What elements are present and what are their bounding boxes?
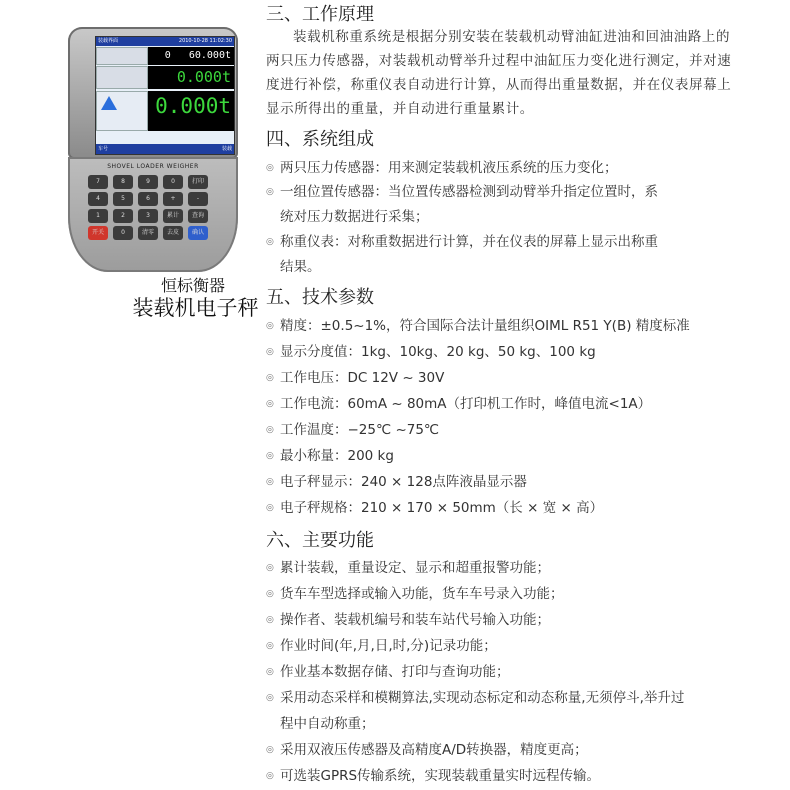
list-item: [266, 581, 684, 607]
key: 2: [113, 209, 133, 223]
list-item: [266, 763, 684, 789]
list-item: [266, 391, 690, 417]
bullet-icon: ◎: [266, 615, 274, 625]
device-bezel: [68, 27, 238, 159]
key: 打印: [188, 175, 208, 189]
list-item-text: 累计装载，重量设定、显示和超重报警功能；: [280, 560, 550, 576]
key: 5: [113, 192, 133, 206]
list-item-text: 操作者、装载机编号和装车站代号输入功能；: [280, 612, 550, 628]
screen-status-right: 装载: [221, 146, 232, 152]
screen-status-bar: [96, 144, 234, 154]
key: 9: [138, 175, 158, 189]
bullet-icon: ◎: [266, 477, 274, 487]
list-item: [266, 495, 690, 521]
bullet-icon: ◎: [266, 667, 274, 677]
list-item-text: 精度：±0.5~1%，符合国际合法计量组织OIML R51 Y(B) 精度标准: [280, 318, 690, 334]
section-5-heading: 五、技术参数: [266, 287, 374, 308]
key: 8: [113, 175, 133, 189]
key: 6: [138, 192, 158, 206]
list-item-text: 称重仪表：对称重数据进行计算，并在仪表的屏幕上显示出称重: [280, 234, 658, 250]
main-functions-list: [266, 555, 684, 789]
list-item: [266, 417, 690, 443]
screen-arrow-cell: [96, 91, 148, 131]
list-item-text: 作业时间(年,月,日,时,分)记录功能；: [280, 638, 497, 654]
list-item: [266, 339, 690, 365]
device-body: [68, 157, 238, 272]
device-brand-label: SHOVEL LOADER WEIGHER: [107, 163, 199, 170]
list-item: [266, 659, 684, 685]
list-item-text: 最小称量：200 kg: [280, 448, 394, 464]
tech-specs-list: [266, 313, 690, 521]
bullet-icon: ◎: [266, 641, 274, 651]
list-item-text: 电子秤规格：210 × 170 × 50mm（长 × 宽 × 高）: [280, 500, 604, 516]
list-item-text: 作业基本数据存储、打印与查询功能；: [280, 664, 510, 680]
key: 1: [88, 209, 108, 223]
bullet-icon: ◎: [266, 399, 274, 409]
screen-row-3: [96, 91, 234, 131]
list-item: [266, 737, 684, 763]
screen-row-1: [96, 47, 234, 65]
bullet-icon: ◎: [266, 321, 274, 331]
list-item-text: 货车车型选择或输入功能，货车车号录入功能；: [280, 586, 564, 602]
list-item: [266, 230, 658, 280]
key-power: 开关: [88, 226, 108, 240]
list-item-text: 电子秤显示：240 × 128点阵液晶显示器: [280, 474, 527, 490]
list-item: [266, 685, 684, 737]
screen-title-bar: [96, 37, 234, 46]
key: +: [163, 192, 183, 206]
bullet-icon: ◎: [266, 503, 274, 513]
key: 3: [138, 209, 158, 223]
key: 去皮: [163, 226, 183, 240]
list-item-text: 一组位置传感器：当位置传感器检测到动臂举升指定位置时，系: [280, 184, 658, 200]
list-item-text-continued: 结果。: [280, 259, 321, 275]
bullet-icon: ◎: [266, 563, 274, 573]
bullet-icon: ◎: [266, 187, 274, 197]
key: 0: [163, 175, 183, 189]
list-item-text: 两只压力传感器：用来测定装载机液压系统的压力变化；: [280, 160, 618, 176]
list-item: [266, 365, 690, 391]
screen-row-2: [96, 66, 234, 89]
bullet-icon: ◎: [266, 451, 274, 461]
list-item: [266, 443, 690, 469]
list-item-text: 工作电压：DC 12V ~ 30V: [280, 370, 445, 386]
list-item: [266, 607, 684, 633]
section-3-heading: 三、工作原理: [266, 4, 374, 25]
key: -: [188, 192, 208, 206]
key: 4: [88, 192, 108, 206]
brand-caption: 恒标衡器: [160, 276, 225, 295]
weigher-device-image: [68, 27, 259, 320]
up-arrow-icon: [101, 96, 117, 110]
list-item-text: 可选装GPRS传输系统，实现装载重量实时远程传输。: [280, 768, 601, 784]
screen-current-weight: 0.000t: [148, 91, 234, 131]
bullet-icon: ◎: [266, 745, 274, 755]
section-3-paragraph: 装载机称重系统是根据分别安装在装载机动臂油缸进油和回油油路上的两只压力传感器，对装载机动臂举升过程中油缸压力变化进行测定，并对速度进行补偿，称重仪表自动进行计算，从而得出重量数据，并在仪表屏幕上显示所得出的重量，并自动进行重量累计。: [266, 29, 732, 117]
section-6-heading: 六、主要功能: [266, 530, 374, 551]
bullet-icon: ◎: [266, 373, 274, 383]
bullet-icon: ◎: [266, 347, 274, 357]
list-item-text-continued: 统对压力数据进行采集；: [280, 209, 429, 225]
key: 清零: [138, 226, 158, 240]
list-item: [266, 469, 690, 495]
list-item-text-continued: 程中自动称重；: [280, 716, 375, 732]
list-item: [266, 313, 690, 339]
key: 0: [113, 226, 133, 240]
screen-row-1-value: [148, 47, 234, 65]
key: 7: [88, 175, 108, 189]
list-item: [266, 180, 658, 230]
bullet-icon: ◎: [266, 425, 274, 435]
list-item: [266, 555, 684, 581]
list-item-text: 工作电流：60mA ~ 80mA（打印机工作时，峰值电流<1A）: [280, 396, 652, 412]
product-caption: 装载机电子秤: [132, 296, 259, 320]
list-item-text: 工作温度：−25℃ ~75℃: [280, 422, 440, 438]
bullet-icon: ◎: [266, 693, 274, 703]
screen-row-2-label: [96, 66, 148, 89]
list-item-text: 显示分度值：1kg、10kg、20 kg、50 kg、100 kg: [280, 344, 596, 360]
device-keypad: [88, 175, 212, 240]
list-item: [266, 156, 658, 180]
bullet-icon: ◎: [266, 771, 274, 781]
screen-title: 装载界面: [98, 38, 119, 44]
list-item-text: 采用双液压传感器及高精度A/D转换器，精度更高；: [280, 742, 588, 758]
screen-status-left: 车号: [98, 146, 109, 152]
screen-row-1-label: [96, 47, 148, 65]
list-item: [266, 633, 684, 659]
device-screen: [95, 36, 235, 155]
screen-datetime: 2010-10-28 11:02:30: [178, 38, 232, 44]
screen-row-1-prefix: 0: [164, 50, 171, 61]
key: 查询: [188, 209, 208, 223]
bullet-icon: ◎: [266, 237, 274, 247]
screen-total-weight: 0.000t: [148, 66, 234, 89]
section-4-heading: 四、系统组成: [266, 129, 374, 150]
key-confirm: 确认: [188, 226, 208, 240]
bullet-icon: ◎: [266, 589, 274, 599]
key: 累计: [163, 209, 183, 223]
system-components-list: [266, 156, 658, 280]
bullet-icon: ◎: [266, 163, 274, 173]
screen-target-weight: 60.000t: [188, 50, 231, 61]
list-item-text: 采用动态采样和模糊算法,实现动态标定和动态称量,无须停斗,举升过: [280, 690, 685, 706]
